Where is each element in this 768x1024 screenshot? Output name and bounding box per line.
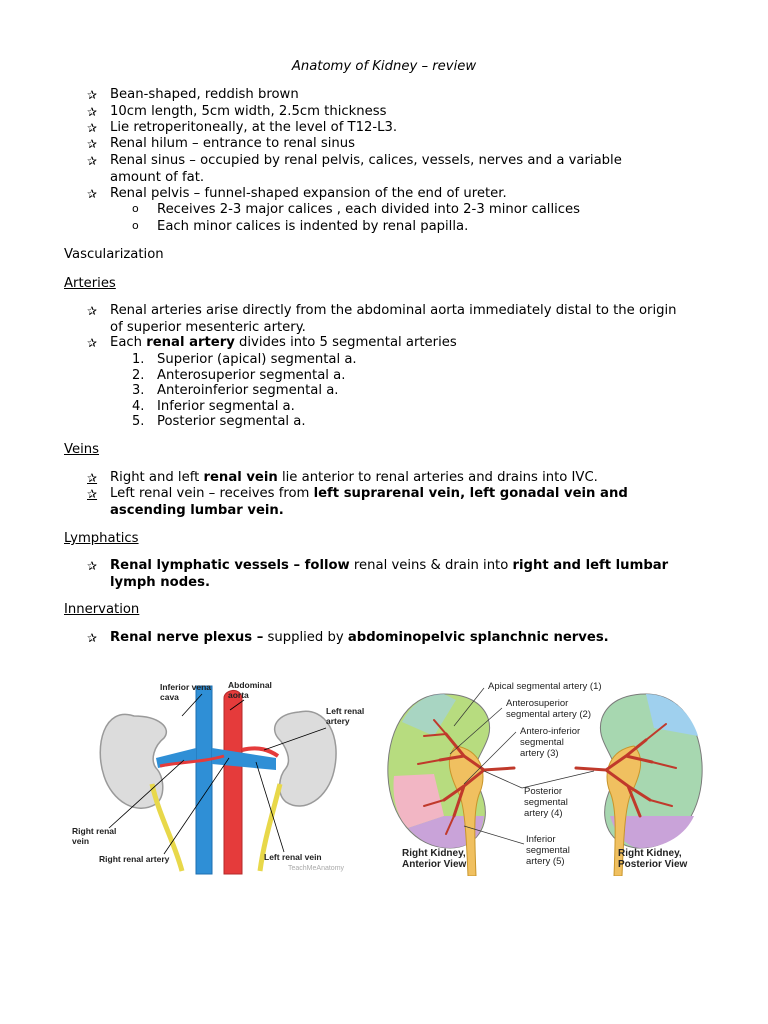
- star-bullet-icon: ✰: [87, 121, 98, 135]
- post-label: Posterior segmental artery (4): [524, 786, 568, 819]
- circle-bullet-icon: o: [132, 202, 139, 215]
- document-page: Anatomy of Kidney – review ✰ Bean-shaped, reddish brown ✰ 10cm length, 5cm width, 2.5cm thickness ✰ Lie retroperitoneally, at the level of T12-L3. ✰ Renal hilum – entrance to renal sinus ✰ Renal sinus – occupied by renal pelvis, calices, vessels, nerves and a variable amount of fat. ✰ Renal pelvis – funnel-shaped expansion of the end of ureter. o Receives 2-3 major calices , each divided into 2-3 minor callices o Each minor calices is indented by renal papilla. Vascularization Arteries ✰ Renal arteries arise directly from the abdominal aorta immediately distal to the origin of superior mesenteric artery. ✰ Each renal artery divides into 5 segmental arteries 1. Superior (apical) segmental a. 2. Anterosuperior segmental a. 3. Anteroinferior segmental a. 4. Inferior segmental a. 5. Posterior segmental a. Veins ✰ Right and left renal vein lie anterior to renal arteries and drains into IVC. ✰ Left renal vein – receives from left suprarenal vein, left gonadal vein and ascending lumbar vein. Lymphatics ✰ Renal lymphatic vessels – follow renal veins & drain into right and left lumbar lymph nodes. Innervation ✰ Renal nerve plexus – supplied by abdominopelvic splanchnic nerves. Inferior vena cava Abdominal aorta Left renal artery Right renal vein Right renal artery Left renal vein TeachMeAnatomy Apical segmental artery (1) Anterosuperior segmental artery (2) Antero-inferior segmental artery (3) Posterior segmental artery (4) Inferior segmental artery (5) Right Kidney, Anterior View Right Kidney, Posterior View: [0, 0, 768, 1024]
- page-title: Anatomy of Kidney – review: [291, 59, 477, 74]
- aorta-label: Abdominal aorta: [228, 680, 272, 700]
- section-heading: Veins: [64, 442, 100, 457]
- antinf-label: Antero-inferior segmental artery (3): [520, 726, 581, 759]
- star-bullet-icon: ✰: [87, 137, 98, 151]
- inf-label: Inferior segmental artery (5): [526, 834, 570, 867]
- star-bullet-icon: ✰: [87, 187, 98, 201]
- renal-vessels-figure: [64, 676, 374, 876]
- ivc-shape: [196, 686, 212, 874]
- circle-bullet-icon: o: [132, 219, 139, 232]
- star-bullet-icon: ✰: [87, 631, 98, 645]
- section-heading: Arteries: [64, 276, 116, 291]
- section-heading: Innervation: [64, 602, 140, 617]
- star-bullet-icon: ✰: [87, 105, 98, 119]
- posterior-view-label: Right Kidney, Posterior View: [618, 848, 688, 870]
- star-bullet-icon: ✰: [87, 304, 98, 318]
- left-renal-artery-label: Left renal artery: [326, 706, 365, 726]
- apical-label: Apical segmental artery (1): [488, 681, 602, 692]
- star-bullet-icon: ✰: [87, 487, 98, 501]
- right-renal-vein-label: Right renal vein: [72, 826, 117, 846]
- ivc-label: Inferior vena cava: [160, 682, 212, 702]
- star-bullet-icon: ✰: [87, 336, 98, 350]
- star-bullet-icon: ✰: [87, 154, 98, 168]
- star-bullet-icon: ✰: [87, 88, 98, 102]
- watermark-label: TeachMeAnatomy: [288, 865, 345, 872]
- star-bullet-icon: ✰: [87, 559, 98, 573]
- section-heading: Lymphatics: [64, 531, 139, 546]
- anterior-view-label: Right Kidney, Anterior View: [402, 848, 467, 870]
- segmental-arteries-figure: [384, 676, 706, 876]
- right-renal-artery-label: Right renal artery: [99, 854, 170, 864]
- antsup-label: Anterosuperior segmental artery (2): [506, 698, 592, 720]
- star-bullet-icon: ✰: [87, 471, 98, 485]
- aorta-shape: [224, 690, 242, 874]
- section-heading: Vascularization: [64, 247, 164, 262]
- left-renal-vein-label: Left renal vein: [264, 852, 322, 862]
